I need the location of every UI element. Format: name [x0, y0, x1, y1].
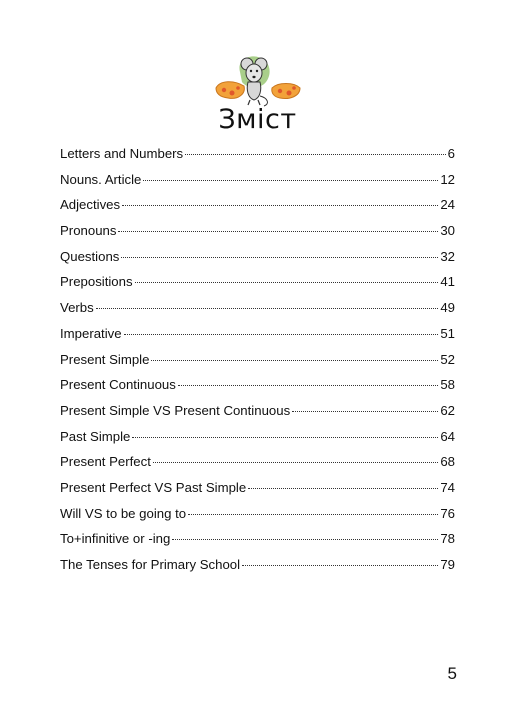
- toc-entry-page: 32: [440, 248, 455, 264]
- toc-entry-page: 30: [440, 223, 455, 239]
- toc-entry-page: 49: [440, 300, 455, 316]
- toc-dot-leader: [185, 153, 446, 155]
- toc-dot-leader: [124, 333, 439, 335]
- toc-entry[interactable]: [60, 376, 455, 402]
- toc-entry-page: 62: [440, 402, 455, 418]
- toc-entry-label: Letters and Numbers: [60, 146, 184, 161]
- toc-entry-page: 78: [440, 531, 455, 547]
- toc-entry[interactable]: [60, 145, 455, 171]
- toc-entry-label: Present Continuous: [60, 377, 176, 393]
- toc-dot-leader: [132, 436, 438, 438]
- toc-entry-label: To+infinitive or -ing: [60, 531, 171, 547]
- mouse-with-cheese-illustration: [214, 52, 302, 108]
- toc-entry-page: 6: [447, 146, 455, 161]
- toc-entry[interactable]: [60, 196, 455, 222]
- toc-dot-leader: [135, 281, 439, 283]
- toc-entry-label: Past Simple: [60, 428, 131, 444]
- toc-entry-page: 52: [440, 351, 455, 367]
- toc-entry-label: Present Perfect: [60, 454, 151, 470]
- toc-entry[interactable]: [60, 453, 455, 479]
- toc-entry[interactable]: [60, 505, 455, 531]
- toc-entry-label: Imperative: [60, 325, 122, 341]
- toc-entry[interactable]: [60, 479, 455, 505]
- toc-entry[interactable]: [60, 428, 455, 454]
- toc-entry-label: The Tenses for Primary School: [60, 557, 241, 572]
- toc-entry-page: 68: [440, 454, 455, 470]
- toc-entry-page: 79: [440, 557, 455, 572]
- toc-entry-label: Nouns. Article: [60, 171, 142, 187]
- toc-dot-leader: [151, 359, 438, 361]
- toc-entry-page: 58: [440, 377, 455, 393]
- toc-dot-leader: [96, 307, 439, 309]
- toc-entry-label: Prepositions: [60, 274, 133, 290]
- page-number: 5: [447, 664, 457, 683]
- toc-entry-label: Pronouns: [60, 223, 117, 239]
- toc-entry[interactable]: [60, 299, 455, 325]
- toc-entry[interactable]: [60, 171, 455, 197]
- toc-dot-leader: [292, 410, 438, 412]
- toc-entry[interactable]: [60, 273, 455, 299]
- table-of-contents: [60, 145, 455, 582]
- toc-entry[interactable]: [60, 325, 455, 351]
- toc-dot-leader: [122, 204, 438, 206]
- page-title: Зміст: [218, 104, 297, 135]
- toc-entry[interactable]: [60, 530, 455, 556]
- toc-dot-leader: [121, 256, 438, 258]
- toc-entry-page: 51: [440, 325, 455, 341]
- toc-entry-page: 12: [440, 171, 455, 187]
- toc-entry-page: 24: [440, 197, 455, 213]
- toc-entry-label: Present Perfect VS Past Simple: [60, 479, 247, 495]
- toc-dot-leader: [248, 487, 438, 489]
- toc-dot-leader: [118, 230, 438, 232]
- toc-entry-page: 74: [440, 479, 455, 495]
- toc-dot-leader: [188, 513, 438, 515]
- toc-entry[interactable]: [60, 248, 455, 274]
- toc-dot-leader: [242, 564, 438, 566]
- toc-entry[interactable]: [60, 222, 455, 248]
- toc-entry-label: Verbs: [60, 300, 94, 316]
- toc-dot-leader: [143, 179, 438, 181]
- toc-entry-label: Will VS to be going to: [60, 505, 187, 521]
- toc-entry-page: 76: [440, 505, 455, 521]
- toc-dot-leader: [178, 384, 438, 386]
- toc-entry[interactable]: [60, 402, 455, 428]
- toc-entry[interactable]: [60, 351, 455, 377]
- toc-entry-label: Present Simple VS Present Continuous: [60, 402, 291, 418]
- toc-dot-leader: [153, 461, 438, 463]
- toc-entry-page: 64: [440, 428, 455, 444]
- toc-dot-leader: [172, 538, 438, 540]
- toc-entry-label: Adjectives: [60, 197, 121, 213]
- toc-entry-page: 41: [440, 274, 455, 290]
- toc-entry-label: Questions: [60, 248, 120, 264]
- toc-entry-label: Present Simple: [60, 351, 150, 367]
- toc-entry[interactable]: [60, 556, 455, 582]
